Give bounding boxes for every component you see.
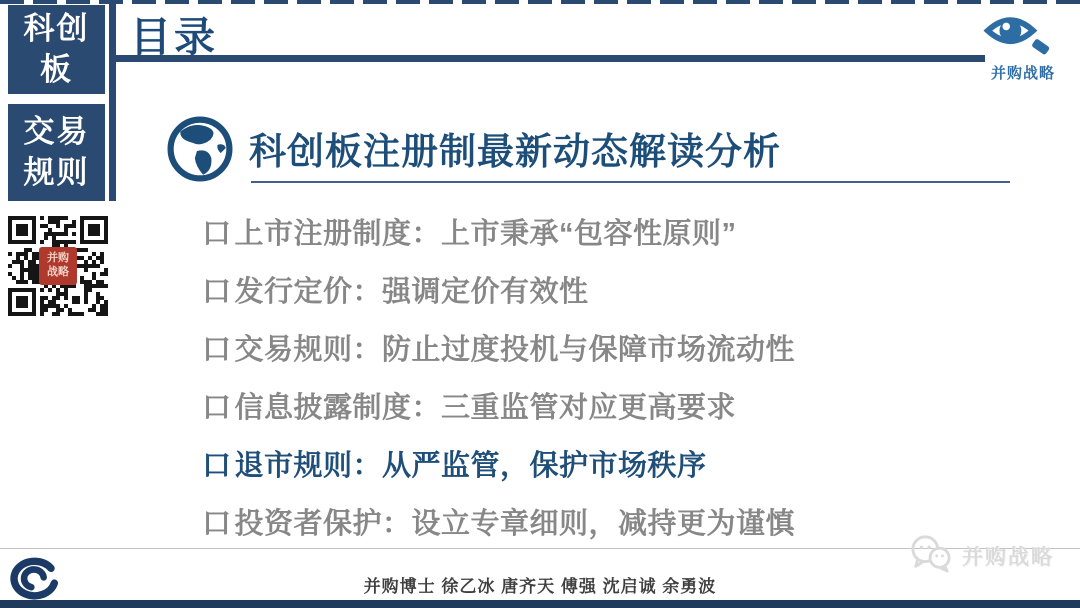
watermark	[908, 533, 1054, 579]
qr-seal-line2: 战略	[47, 266, 69, 278]
square-bullet: 口	[202, 217, 232, 250]
sidebar-tab-board-line2: 板	[40, 51, 73, 87]
toc-item-text: 交易规则：防止过度投机与保障市场流动性	[234, 333, 796, 366]
frame-vertical-line	[109, 0, 116, 201]
toc-item-delisting	[202, 434, 795, 492]
globe-icon	[167, 116, 233, 187]
brand-logo-text: 并购战略	[990, 65, 1055, 82]
bottom-bar	[0, 600, 1080, 608]
page-title: 目录	[130, 14, 218, 60]
sidebar-tab-board-line1: 科创	[23, 10, 90, 46]
sidebar-tab-board	[8, 5, 105, 94]
toc-item-text: 退市规则：从严监管，保护市场秩序	[234, 449, 707, 482]
footer-credits: 并购博士 徐乙冰 唐齐天 傅强 沈启诚 余勇波	[363, 577, 717, 596]
qr-marker-bottom-left	[8, 288, 36, 316]
qr-center-seal	[39, 247, 77, 285]
qr-marker-top-right	[80, 216, 108, 244]
toc-item-text: 发行定价：强调定价有效性	[234, 275, 589, 308]
toc-item-disclosure	[202, 376, 795, 434]
section-title: 科创板注册制最新动态解读分析	[249, 131, 781, 172]
toc-item-issue-pricing	[202, 260, 795, 318]
qr-seal-line1: 并购	[47, 252, 69, 265]
toc-item-listing-registration	[202, 202, 795, 260]
frame-horizontal-line	[109, 55, 985, 62]
qr-code	[8, 216, 108, 316]
square-bullet: 口	[202, 449, 232, 482]
wechat-icon	[908, 533, 954, 579]
section-title-underline	[251, 181, 1010, 183]
sidebar-tab-trading-rules	[8, 104, 105, 201]
sidebar-tab-trading-rules-line1: 交易	[23, 113, 90, 149]
toc-item-text: 投资者保护：设立专章细则，减持更为谨慎	[234, 507, 796, 540]
toc-list	[202, 202, 795, 550]
watermark-text: 并购战略	[962, 546, 1054, 569]
sidebar-tab-trading-rules-line2: 规则	[23, 154, 90, 190]
toc-item-trading-rules	[202, 318, 795, 376]
square-bullet: 口	[202, 391, 232, 424]
square-bullet: 口	[202, 507, 232, 540]
square-bullet: 口	[202, 333, 232, 366]
square-bullet: 口	[202, 275, 232, 308]
brand-logo	[975, 8, 1071, 83]
toc-item-text: 信息披露制度：三重监管对应更高要求	[234, 391, 737, 424]
toc-item-investor-protection	[202, 492, 795, 550]
toc-item-text: 上市注册制度：上市秉承“包容性原则”	[234, 217, 737, 250]
qr-marker-top-left	[8, 216, 36, 244]
